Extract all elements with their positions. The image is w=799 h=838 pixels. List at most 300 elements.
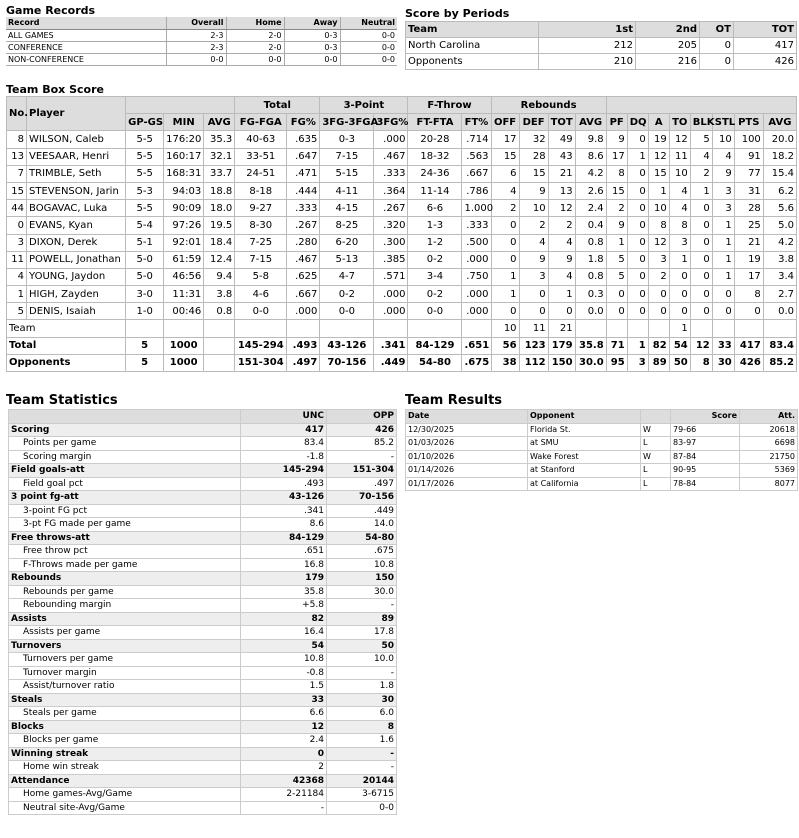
table-cell: L xyxy=(641,477,671,491)
table-cell: .300 xyxy=(374,234,408,251)
stat-unc: 82 xyxy=(241,612,327,626)
table-cell: 1.8 xyxy=(575,251,606,268)
column-header: 3FG-3FGA xyxy=(320,114,374,131)
table-cell: 31 xyxy=(734,182,763,199)
table-cell: .267 xyxy=(287,217,320,234)
stat-row xyxy=(9,734,397,748)
table-cell: 1 xyxy=(491,286,519,303)
table-cell: 01/10/2026 xyxy=(406,450,528,464)
stat-opp: 17.8 xyxy=(327,626,397,640)
table-cell: .786 xyxy=(462,182,491,199)
table-cell: 0 xyxy=(606,286,627,303)
column-header: FT% xyxy=(462,114,491,131)
table-cell: 0-0 xyxy=(320,303,374,320)
table-cell: 0-0 xyxy=(340,42,397,54)
table-cell: 2-3 xyxy=(166,30,226,42)
table-cell xyxy=(627,320,648,337)
stat-row xyxy=(9,477,397,491)
stat-opp: - xyxy=(327,747,397,761)
table-cell: 2-0 xyxy=(226,30,284,42)
table-cell: 6-20 xyxy=(320,234,374,251)
table-cell: 426 xyxy=(734,354,763,371)
stat-opp: 426 xyxy=(327,423,397,437)
table-cell: .651 xyxy=(462,337,491,354)
column-header: Team xyxy=(406,22,539,38)
table-cell: 0-2 xyxy=(408,286,462,303)
table-cell: .500 xyxy=(462,234,491,251)
table-cell: .675 xyxy=(462,354,491,371)
table-cell: 12 xyxy=(648,148,669,165)
table-cell: Florida St. xyxy=(528,423,641,437)
table-cell: 2 xyxy=(519,217,548,234)
stat-label: Rebounding margin xyxy=(9,599,241,613)
table-cell: 6698 xyxy=(740,437,798,451)
table-cell: 0 xyxy=(627,303,648,320)
table-cell: 2-0 xyxy=(226,42,284,54)
table-cell: 15 xyxy=(491,148,519,165)
record-row xyxy=(6,30,397,42)
stat-section-row xyxy=(9,747,397,761)
player-row xyxy=(7,217,797,234)
stat-section-row xyxy=(9,491,397,505)
table-cell: Opponents xyxy=(406,54,539,70)
stat-label: Home win streak xyxy=(9,761,241,775)
stat-unc: 83.4 xyxy=(241,437,327,451)
table-cell: 100 xyxy=(734,131,763,148)
stat-opp: 30.0 xyxy=(327,585,397,599)
table-cell: 0 xyxy=(669,268,690,285)
table-cell: 82 xyxy=(648,337,669,354)
table-cell: 4.2 xyxy=(575,165,606,182)
table-cell: 9 xyxy=(712,165,734,182)
stat-unc: 6.6 xyxy=(241,707,327,721)
player-name: TRIMBLE, Seth xyxy=(27,165,126,182)
table-cell: 8.6 xyxy=(575,148,606,165)
table-cell: 50 xyxy=(669,354,690,371)
stat-label: Turnovers xyxy=(9,639,241,653)
table-cell: 0.0 xyxy=(763,303,796,320)
table-cell: 5 xyxy=(126,354,164,371)
stat-opp: 10.0 xyxy=(327,653,397,667)
table-cell: 6-6 xyxy=(408,200,462,217)
table-cell: 0 xyxy=(627,131,648,148)
stat-unc: 12 xyxy=(241,720,327,734)
table-cell: L xyxy=(641,464,671,478)
table-cell: 0 xyxy=(519,303,548,320)
stat-row xyxy=(9,558,397,572)
stat-section-row xyxy=(9,531,397,545)
stat-opp: 150 xyxy=(327,572,397,586)
table-cell: 0-0 xyxy=(340,54,397,66)
table-cell: 28 xyxy=(519,148,548,165)
column-header: TOT xyxy=(548,114,575,131)
stat-unc: 417 xyxy=(241,423,327,437)
table-cell: 0.3 xyxy=(575,286,606,303)
column-header: MIN xyxy=(164,114,204,131)
table-cell: 2-3 xyxy=(166,42,226,54)
table-cell: 0-3 xyxy=(284,42,340,54)
stat-row xyxy=(9,680,397,694)
table-cell: 8-25 xyxy=(320,217,374,234)
table-cell: 0.8 xyxy=(575,234,606,251)
table-cell: 10 xyxy=(669,165,690,182)
stat-row xyxy=(9,761,397,775)
stat-label: Attendance xyxy=(9,774,241,788)
box-col-player: Player xyxy=(27,97,126,131)
table-cell: 13 xyxy=(548,182,575,199)
column-header: OT xyxy=(700,22,734,38)
table-cell: 7-15 xyxy=(235,251,287,268)
stat-unc: 145-294 xyxy=(241,464,327,478)
table-cell: 3.4 xyxy=(763,268,796,285)
table-cell: 11:31 xyxy=(164,286,204,303)
table-cell: 0 xyxy=(606,303,627,320)
table-cell: 10 xyxy=(648,200,669,217)
stat-section-row xyxy=(9,720,397,734)
stat-row xyxy=(9,437,397,451)
table-cell: 4 xyxy=(519,234,548,251)
table-cell: 3-4 xyxy=(408,268,462,285)
table-cell: 10 xyxy=(519,200,548,217)
table-cell: .000 xyxy=(374,286,408,303)
player-name: POWELL, Jonathan xyxy=(27,251,126,268)
table-cell: 3-0 xyxy=(126,286,164,303)
table-cell: 0 xyxy=(627,251,648,268)
table-cell: 4 xyxy=(548,268,575,285)
stat-label: Blocks xyxy=(9,720,241,734)
stat-opp: 50 xyxy=(327,639,397,653)
table-cell: 18.0 xyxy=(204,200,235,217)
table-cell: 1-0 xyxy=(126,303,164,320)
column-header: FG-FGA xyxy=(235,114,287,131)
stat-opp: .449 xyxy=(327,504,397,518)
column-header: Date xyxy=(406,410,528,424)
table-cell: .467 xyxy=(287,251,320,268)
stat-opp: .497 xyxy=(327,477,397,491)
column-header: Score xyxy=(671,410,740,424)
table-cell: 24-36 xyxy=(408,165,462,182)
stat-opp: 0-0 xyxy=(327,801,397,815)
table-cell xyxy=(320,320,374,337)
column-header: OPP xyxy=(327,410,397,424)
stat-row xyxy=(9,707,397,721)
table-cell xyxy=(374,320,408,337)
stat-label: Steals per game xyxy=(9,707,241,721)
column-header: STL xyxy=(712,114,734,131)
stat-label: Field goal pct xyxy=(9,477,241,491)
table-cell: 4 xyxy=(712,148,734,165)
stat-label: F-Throws made per game xyxy=(9,558,241,572)
box-group-ft: F-Throw xyxy=(408,97,491,114)
table-cell: 0-2 xyxy=(320,286,374,303)
table-cell: 9 xyxy=(548,251,575,268)
table-cell: 5-0 xyxy=(126,251,164,268)
table-cell: 0 xyxy=(491,303,519,320)
stat-row xyxy=(9,450,397,464)
stat-opp: .675 xyxy=(327,545,397,559)
player-row xyxy=(7,251,797,268)
column-header: TOT xyxy=(734,22,797,38)
team-statistics-table xyxy=(8,409,397,815)
stat-label: Neutral site-Avg/Game xyxy=(9,801,241,815)
table-cell: 83-97 xyxy=(671,437,740,451)
record-row xyxy=(6,42,397,54)
stat-row xyxy=(9,653,397,667)
player-number: 13 xyxy=(7,148,27,165)
table-cell: CONFERENCE xyxy=(6,42,166,54)
table-cell: 8-18 xyxy=(235,182,287,199)
table-cell: .320 xyxy=(374,217,408,234)
table-cell xyxy=(164,320,204,337)
table-cell: 179 xyxy=(548,337,575,354)
stat-opp: - xyxy=(327,599,397,613)
table-cell xyxy=(204,354,235,371)
table-cell: 21 xyxy=(548,165,575,182)
table-cell: 20.0 xyxy=(763,131,796,148)
table-cell: 8 xyxy=(669,217,690,234)
stat-unc: .493 xyxy=(241,477,327,491)
stat-unc: .651 xyxy=(241,545,327,559)
table-cell: 0 xyxy=(690,217,712,234)
table-cell: 17 xyxy=(734,268,763,285)
table-cell: 2.4 xyxy=(575,200,606,217)
table-cell: 7-15 xyxy=(320,148,374,165)
table-cell: 94:03 xyxy=(164,182,204,199)
period-row xyxy=(406,38,797,54)
period-row xyxy=(406,54,797,70)
player-number: 8 xyxy=(7,131,27,148)
table-cell xyxy=(575,320,606,337)
table-cell: 2 xyxy=(606,200,627,217)
table-cell: 0 xyxy=(700,54,734,70)
table-cell: 19.5 xyxy=(204,217,235,234)
table-cell: 151-304 xyxy=(235,354,287,371)
table-cell: .000 xyxy=(374,131,408,148)
table-cell: 212 xyxy=(539,38,636,54)
column-header: AVG xyxy=(763,114,796,131)
table-cell: 0 xyxy=(712,286,734,303)
result-row xyxy=(406,423,798,437)
table-cell: 3.8 xyxy=(204,286,235,303)
column-header: PF xyxy=(606,114,627,131)
table-cell: 12 xyxy=(648,234,669,251)
table-cell: 145-294 xyxy=(235,337,287,354)
table-cell: 2 xyxy=(648,268,669,285)
table-cell: 2 xyxy=(548,217,575,234)
table-cell: 5 xyxy=(606,268,627,285)
column-header: OFF xyxy=(491,114,519,131)
stat-label: Rebounds per game xyxy=(9,585,241,599)
player-number: 15 xyxy=(7,182,27,199)
table-cell: .667 xyxy=(462,165,491,182)
table-cell: 210 xyxy=(539,54,636,70)
row-label: Team xyxy=(7,320,126,337)
player-number: 4 xyxy=(7,268,27,285)
table-cell: 160:17 xyxy=(164,148,204,165)
table-cell: 3 xyxy=(627,354,648,371)
table-cell: 18.8 xyxy=(204,182,235,199)
player-row xyxy=(7,182,797,199)
table-cell: 4-7 xyxy=(320,268,374,285)
table-cell: .280 xyxy=(287,234,320,251)
table-cell: 0 xyxy=(712,303,734,320)
stat-label: Scoring margin xyxy=(9,450,241,464)
stat-unc: +5.8 xyxy=(241,599,327,613)
stat-unc: 179 xyxy=(241,572,327,586)
table-cell: 5369 xyxy=(740,464,798,478)
table-cell: 0-2 xyxy=(408,251,462,268)
table-cell: 1 xyxy=(548,286,575,303)
table-cell: 8 xyxy=(690,354,712,371)
table-cell: 11 xyxy=(519,320,548,337)
table-cell: 18-32 xyxy=(408,148,462,165)
column-header xyxy=(641,410,671,424)
column-header: Overall xyxy=(166,17,226,30)
table-cell: 21 xyxy=(548,320,575,337)
table-cell: .341 xyxy=(374,337,408,354)
player-number: 3 xyxy=(7,234,27,251)
table-cell: 0-0 xyxy=(226,54,284,66)
player-number: 44 xyxy=(7,200,27,217)
table-cell: 71 xyxy=(606,337,627,354)
table-cell: 8-30 xyxy=(235,217,287,234)
table-cell: 92:01 xyxy=(164,234,204,251)
table-cell: 83.4 xyxy=(763,337,796,354)
table-cell: 35.8 xyxy=(575,337,606,354)
column-header xyxy=(9,410,241,424)
stat-opp: 20144 xyxy=(327,774,397,788)
table-cell: 95 xyxy=(606,354,627,371)
table-cell: .667 xyxy=(287,286,320,303)
table-cell: 0 xyxy=(491,234,519,251)
table-cell: 78-84 xyxy=(671,477,740,491)
column-header: AVG xyxy=(204,114,235,131)
score-by-periods-table xyxy=(405,21,797,70)
table-cell: 20618 xyxy=(740,423,798,437)
table-cell: .449 xyxy=(374,354,408,371)
player-row xyxy=(7,234,797,251)
table-cell: .750 xyxy=(462,268,491,285)
stat-unc: .341 xyxy=(241,504,327,518)
table-cell: .563 xyxy=(462,148,491,165)
table-cell: 9.8 xyxy=(575,131,606,148)
column-header: A xyxy=(648,114,669,131)
table-cell: .333 xyxy=(287,200,320,217)
table-cell: 54-80 xyxy=(408,354,462,371)
table-cell: 17 xyxy=(491,131,519,148)
table-cell: 46:56 xyxy=(164,268,204,285)
stat-unc: 54 xyxy=(241,639,327,653)
table-cell: 1 xyxy=(627,148,648,165)
stat-opp: 3-6715 xyxy=(327,788,397,802)
table-cell: 89 xyxy=(648,354,669,371)
table-cell: 3.8 xyxy=(763,251,796,268)
table-cell: 21 xyxy=(734,234,763,251)
table-cell: 10 xyxy=(712,131,734,148)
table-cell: 40-63 xyxy=(235,131,287,148)
table-cell: 0 xyxy=(690,251,712,268)
table-cell: 8077 xyxy=(740,477,798,491)
game-records-title: Game Records xyxy=(6,4,96,17)
table-cell: 0 xyxy=(690,200,712,217)
box-group-three: 3-Point xyxy=(320,97,408,114)
table-cell: 0 xyxy=(669,286,690,303)
stat-label: Points per game xyxy=(9,437,241,451)
table-cell xyxy=(204,320,235,337)
stat-label: 3-point FG pct xyxy=(9,504,241,518)
table-cell: .000 xyxy=(287,303,320,320)
table-cell: 150 xyxy=(548,354,575,371)
table-cell: 4 xyxy=(690,148,712,165)
table-cell: 1-2 xyxy=(408,234,462,251)
table-cell: 417 xyxy=(734,337,763,354)
table-cell: 56 xyxy=(491,337,519,354)
table-cell xyxy=(287,320,320,337)
table-cell: 4 xyxy=(491,182,519,199)
result-row xyxy=(406,477,798,491)
table-cell: 426 xyxy=(734,54,797,70)
stat-row xyxy=(9,788,397,802)
stat-row xyxy=(9,599,397,613)
table-cell: 112 xyxy=(519,354,548,371)
player-row xyxy=(7,165,797,182)
table-cell: 4 xyxy=(548,234,575,251)
box-group-reb: Rebounds xyxy=(491,97,606,114)
table-cell: 1-3 xyxy=(408,217,462,234)
stat-opp: - xyxy=(327,666,397,680)
table-cell: 25 xyxy=(734,217,763,234)
table-cell: 18.2 xyxy=(763,148,796,165)
table-cell: .000 xyxy=(462,303,491,320)
table-cell: 33.7 xyxy=(204,165,235,182)
stat-label: Assist/turnover ratio xyxy=(9,680,241,694)
player-row xyxy=(7,268,797,285)
table-cell: 5-5 xyxy=(126,131,164,148)
table-cell: 43 xyxy=(548,148,575,165)
table-cell: 3 xyxy=(712,200,734,217)
team-results-title: Team Results xyxy=(405,393,503,408)
table-cell: 79-66 xyxy=(671,423,740,437)
table-cell: .385 xyxy=(374,251,408,268)
table-cell: 17 xyxy=(606,148,627,165)
table-cell: 5.6 xyxy=(763,200,796,217)
stat-label: Blocks per game xyxy=(9,734,241,748)
player-number: 5 xyxy=(7,303,27,320)
table-cell: 1 xyxy=(712,251,734,268)
table-cell: 2.7 xyxy=(763,286,796,303)
table-cell: 19 xyxy=(734,251,763,268)
table-cell: 33 xyxy=(712,337,734,354)
table-cell: .497 xyxy=(287,354,320,371)
table-cell: 5-5 xyxy=(126,200,164,217)
column-header: FT-FTA xyxy=(408,114,462,131)
table-cell: 5-15 xyxy=(320,165,374,182)
column-header: DEF xyxy=(519,114,548,131)
table-cell: 1 xyxy=(712,217,734,234)
table-cell: 0-0 xyxy=(284,54,340,66)
table-cell: 0 xyxy=(627,234,648,251)
stat-opp: - xyxy=(327,761,397,775)
table-cell: .493 xyxy=(287,337,320,354)
table-cell: 5-3 xyxy=(126,182,164,199)
table-cell: 0-3 xyxy=(320,131,374,148)
table-cell xyxy=(235,320,287,337)
table-cell: 0-0 xyxy=(408,303,462,320)
table-cell: 9.4 xyxy=(204,268,235,285)
player-name: EVANS, Kyan xyxy=(27,217,126,234)
table-cell: 32.1 xyxy=(204,148,235,165)
column-header: Att. xyxy=(740,410,798,424)
